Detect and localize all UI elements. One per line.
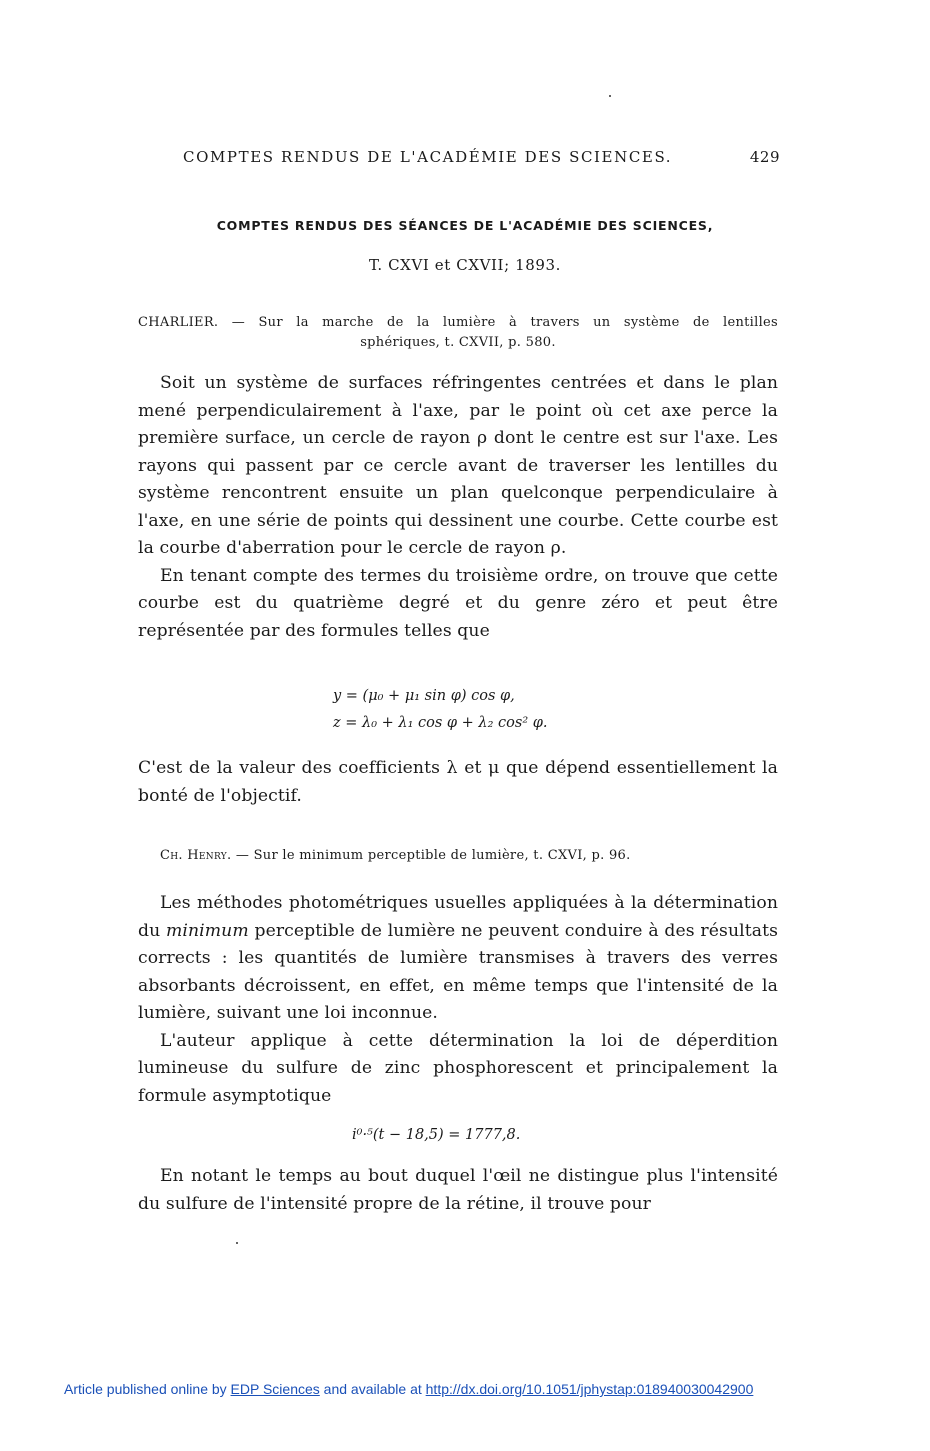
paragraph: C'est de la valeur des coefficients λ et μ que dépend essentiellement la bonté de l'objectif. <box>138 758 778 806</box>
entry-title-charlier <box>138 313 778 353</box>
entry-title-henry <box>160 848 780 863</box>
paragraph: L'auteur applique à cette détermination la loi de déperdition lumineuse du sulfure de zinc phosphorescent et principalement la formule asymptotique <box>138 1030 778 1106</box>
footer-prefix: Article published online by <box>64 1381 231 1397</box>
doi-link[interactable]: http://dx.doi.org/10.1051/jphystap:018940030042900 <box>425 1381 754 1397</box>
running-head <box>183 148 780 166</box>
entry-body-charlier-part1 <box>138 370 778 645</box>
footer-middle: and available at <box>319 1381 426 1397</box>
scan-speck <box>236 1242 238 1244</box>
paragraph-text: perceptible de lumière ne peuvent conduire à des résultats corrects : les quantités de lumière transmises à travers des verres absorbants décroissent, en effet, en même temps que l'intensité de la lumière, suivant une loi inconnue. <box>138 920 778 1023</box>
footer-citation <box>64 1381 753 1397</box>
formula-asymptotic: i⁰·⁵(t − 18,5) = 1777,8. <box>352 1127 521 1143</box>
entry-title-text: — Sur le minimum perceptible de lumière, t. CXVI, p. 96. <box>231 848 631 863</box>
page-number: 429 <box>749 148 780 166</box>
paragraph-text: Les méthodes photométriques usuelles appliquées à la détermination du <box>138 893 778 941</box>
entry-author: Ch. Henry. <box>160 848 232 863</box>
paragraph: En notant le temps au bout duquel l'œil ne distingue plus l'intensité du sulfure de l'intensité propre de la rétine, il trouve pour <box>138 1166 778 1214</box>
formula-y: y = (μ₀ + μ₁ sin φ) cos φ, <box>333 688 515 704</box>
formula-z: z = λ₀ + λ₁ cos φ + λ₂ cos² φ. <box>333 715 548 731</box>
section-heading: COMPTES RENDUS DES SÉANCES DE L'ACADÉMIE DES SCIENCES, <box>216 218 714 233</box>
entry-body-henry-part1 <box>138 890 778 1110</box>
emphasis: minimum <box>166 920 249 941</box>
paragraph: Soit un système de surfaces réfringentes centrées et dans le plan mené perpendiculairement à l'axe, par le point où cet axe perce la première surface, un cercle de rayon ρ dont le centre est sur l'axe. Les rayons qui passent par ce cercle avant de traverser les lentilles du système rencontrent ensuite un plan quelconque perpendiculaire à l'axe, en une série de points qui dessinent une courbe. Cette courbe est la courbe d'aberration pour le cercle de rayon ρ. <box>138 373 778 558</box>
publisher-link[interactable]: EDP Sciences <box>230 1381 320 1397</box>
running-head-title: COMPTES RENDUS DE L'ACADÉMIE DES SCIENCES. <box>183 148 673 166</box>
paragraph <box>138 890 778 1028</box>
entry-title-line1: CHARLIER. — Sur la marche de la lumière à travers un système de lentilles <box>138 315 778 330</box>
entry-body-henry-part2 <box>138 1163 778 1218</box>
scan-speck <box>609 95 611 97</box>
section-volumes: T. CXVI et CXVII; 1893. <box>368 256 562 274</box>
entry-body-charlier-part2 <box>138 755 778 810</box>
entry-title-line2: sphériques, t. CXVII, p. 580. <box>360 335 556 350</box>
paragraph: En tenant compte des termes du troisième ordre, on trouve que cette courbe est du quatrième degré et du genre zéro et peut être représentée par des formules telles que <box>138 565 778 641</box>
